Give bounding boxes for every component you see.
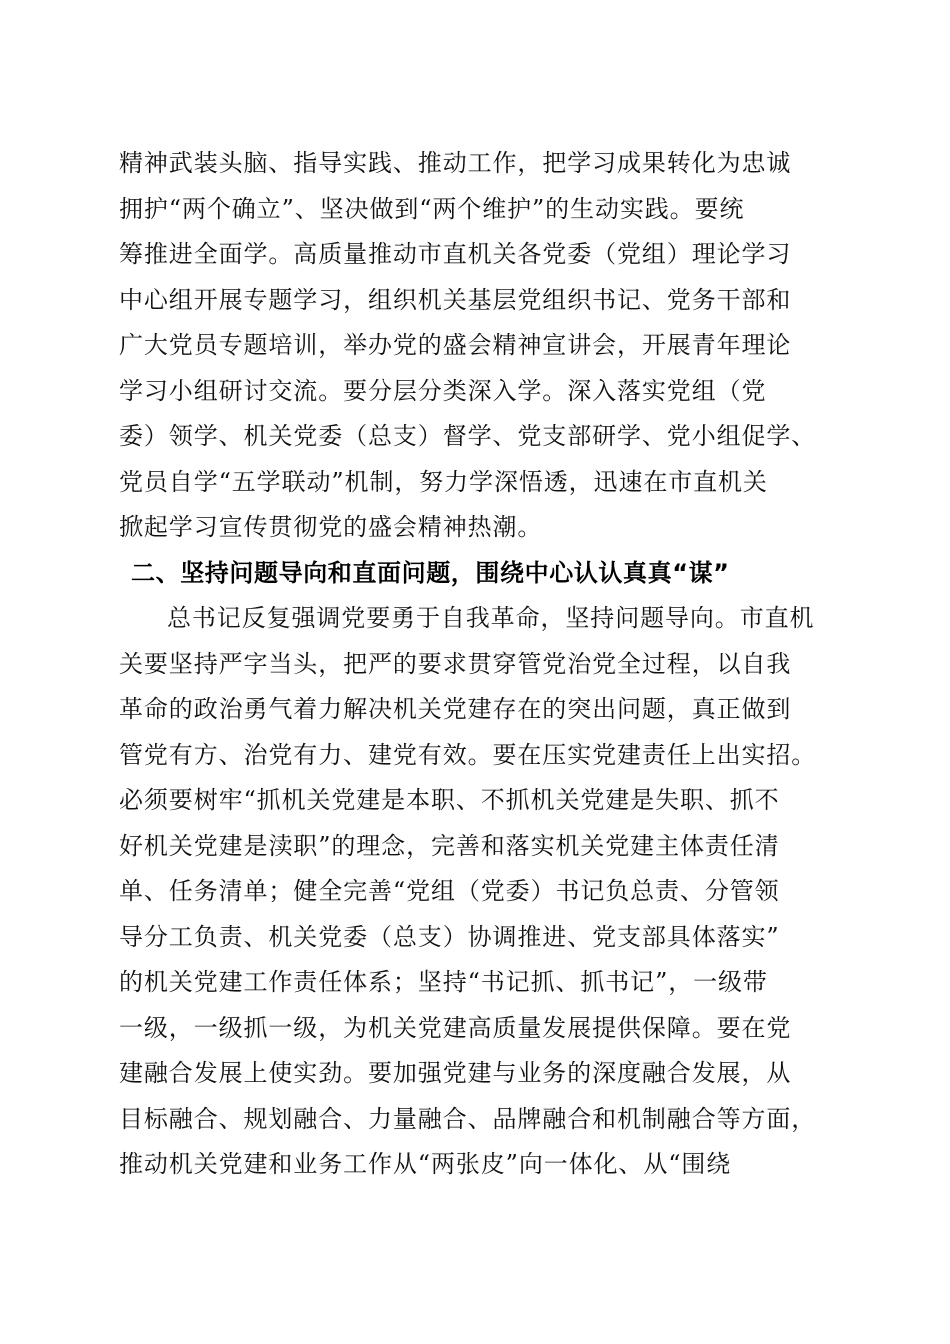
- body-text-line: 一级，一级抓一级，为机关党建高质量发展提供保障。要在党: [119, 1014, 792, 1042]
- body-text-line: 拥护“两个确立”、坚决做到“两个维护”的生动实践。要统: [119, 195, 745, 223]
- body-text-line: 委）领学、机关党委（总支）督学、党支部研学、党小组促学、: [119, 422, 817, 450]
- body-text-line: 建融合发展上使实劲。要加强党建与业务的深度融合发展，从: [119, 1059, 792, 1087]
- body-text-line: 中心组开展专题学习，组织机关基层党组织书记、党务干部和: [119, 286, 792, 314]
- section-heading: 二、坚持问题导向和直面问题，围绕中心认认真真“谋”: [131, 559, 730, 587]
- body-text-line: 精神武装头脑、指导实践、推动工作，把学习成果转化为忠诚: [119, 149, 792, 177]
- body-text-line: 掀起学习宣传贯彻党的盛会精神热潮。: [119, 513, 543, 541]
- body-text-line: 广大党员专题培训，举办党的盛会精神宣讲会，开展青年理论: [119, 331, 792, 359]
- body-text-line: 单、任务清单；健全完善“党组（党委）书记负总责、分管领: [119, 877, 780, 905]
- body-text-line: 管党有方、治党有力、建党有效。要在压实党建责任上出实招。: [119, 741, 817, 769]
- body-text-line: 导分工负责、机关党委（总支）协调推进、党支部具体落实”: [119, 923, 780, 951]
- body-text-line: 好机关党建是渎职”的理念，完善和落实机关党建主体责任清: [119, 832, 780, 860]
- body-text-line: 关要坚持严字当头，把严的要求贯穿管党治党全过程，以自我: [119, 650, 792, 678]
- body-text-line: 革命的政治勇气着力解决机关党建存在的突出问题，真正做到: [119, 695, 792, 723]
- body-text-line: 筹推进全面学。高质量推动市直机关各党委（党组）理论学习: [119, 240, 792, 268]
- paragraph-first-line: 总书记反复强调党要勇于自我革命，坚持问题导向。市直机: [167, 604, 815, 632]
- body-text-line: 的机关党建工作责任体系；坚持“书记抓、抓书记”，一级带: [119, 968, 768, 996]
- body-text-line: 学习小组研讨交流。要分层分类深入学。深入落实党组（党: [119, 377, 767, 405]
- body-text-line: 必须要树牢“抓机关党建是本职、不抓机关党建是失职、抓不: [119, 786, 780, 814]
- body-text-line: 目标融合、规划融合、力量融合、品牌融合和机制融合等方面，: [119, 1105, 817, 1133]
- body-text-line: 党员自学“五学联动”机制，努力学深悟透，迅速在市直机关: [119, 468, 768, 496]
- body-text-line: 推动机关党建和业务工作从“两张皮”向一体化、从“围绕: [119, 1150, 732, 1178]
